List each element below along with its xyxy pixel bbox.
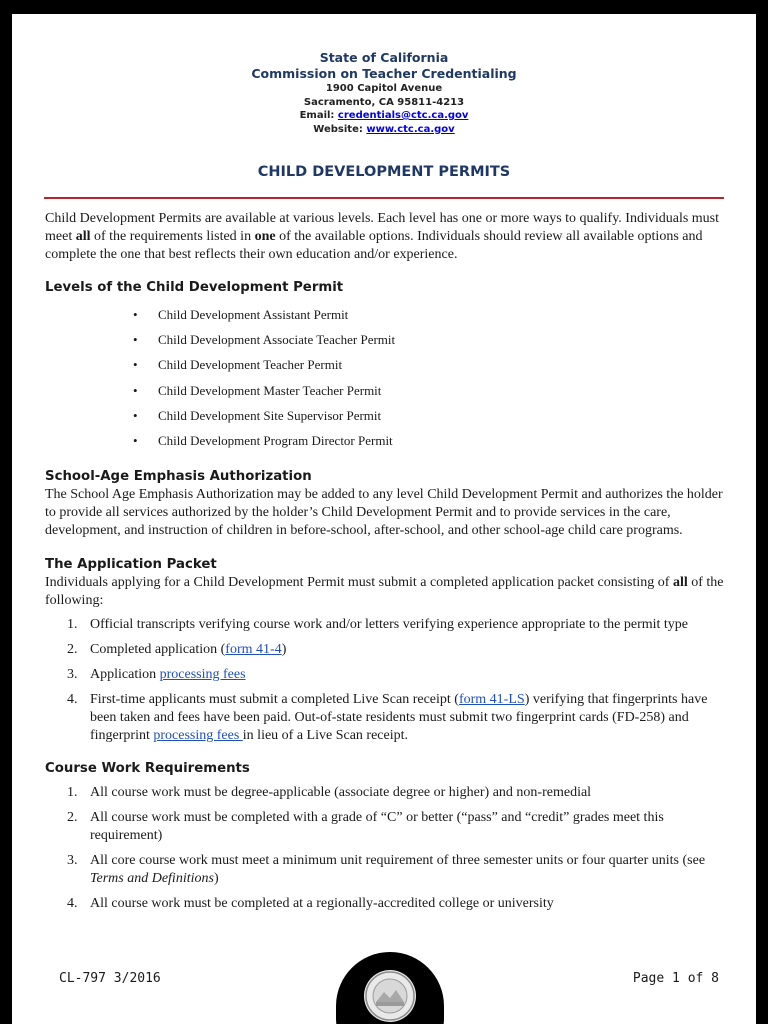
application-intro (45, 574, 725, 610)
list-item (45, 666, 725, 684)
list-item (45, 378, 725, 403)
level-label: Child Development Master Teacher Permit (158, 382, 382, 398)
email-label: Email: (299, 110, 338, 121)
bullet-icon: • (133, 357, 138, 373)
school-age-heading: School-Age Emphasis Authorization (45, 469, 312, 485)
item-number: 3. (67, 853, 78, 869)
title-divider (44, 197, 724, 199)
course-work-heading: Course Work Requirements (45, 761, 250, 777)
level-label: Child Development Site Supervisor Permit (158, 407, 382, 423)
list-item (45, 352, 725, 377)
course-work-list (45, 784, 725, 913)
item-text: ) (213, 871, 219, 887)
list-item (45, 302, 725, 327)
list-item (45, 895, 725, 913)
application-heading: The Application Packet (45, 557, 217, 573)
intro-text-1: Child Development Permits are available at various levels. Each level has one or more ways to qualify. Individuals must meet (45, 211, 720, 244)
website-label: Website: (313, 123, 367, 135)
item-text: First-time applicants must submit a completed Live Scan receipt ( (90, 692, 459, 708)
item-number: 3. (67, 667, 78, 683)
item-number: 1. (67, 617, 78, 633)
email-link[interactable]: credentials@ctc.ca.gov (337, 110, 469, 121)
list-item (45, 428, 725, 453)
intro-paragraph (45, 210, 725, 264)
email-line (12, 109, 756, 123)
item-number: 2. (67, 810, 78, 826)
item-text: in lieu of a Live Scan receipt. (242, 728, 409, 744)
page-number: Page 1 of 8 (632, 971, 719, 986)
city-address: Sacramento, CA 95811-4213 (303, 96, 465, 108)
item-text: All core course work must meet a minimum unit requirement of three semester units or four quarter units (see (90, 853, 706, 869)
item-text: Application (90, 667, 160, 683)
item-text: All course work must be completed with a grade of “C” or better (“pass” and “credit” grades meet this requirement) (90, 810, 664, 844)
website-line (12, 123, 756, 137)
seal-tab (336, 952, 444, 1024)
street-address: 1900 Capitol Avenue (325, 83, 443, 94)
intro-bold-all: all (75, 229, 91, 244)
list-item (45, 616, 725, 634)
item-text: ) verifying that fingerprints have been taken and fees have been paid. Out-of-state residents must submit two fingerprint cards (FD-258) and fingerprint (90, 692, 708, 744)
application-intro-bold: all (672, 575, 688, 591)
level-label: Child Development Teacher Permit (158, 357, 343, 373)
levels-heading: Levels of the Child Development Permit (45, 280, 344, 295)
bullet-icon: • (133, 307, 138, 322)
list-item (45, 784, 725, 802)
fingerprint-fees-link[interactable]: processing fees (153, 728, 243, 744)
item-text: All course work must be degree-applicable (associate degree or higher) and non-remedial (90, 785, 592, 801)
commission-name: Commission on Teacher Credentialing (251, 66, 517, 81)
item-text: All course work must be completed at a regionally-accredited college or university (90, 896, 554, 912)
item-number: 2. (67, 642, 78, 658)
intro-text-3: of the available options. Individuals should review all available options and complete the one that best reflects their own education and/or experience. (45, 229, 703, 262)
item-text: Completed application ( (90, 642, 226, 658)
intro-bold-one: one (254, 229, 276, 244)
bullet-icon: • (133, 433, 138, 449)
bullet-icon: • (133, 407, 138, 423)
form-code: CL-797 3/2016 (59, 971, 161, 986)
intro-text-2: of the requirements listed in (90, 229, 255, 244)
list-item (45, 641, 725, 659)
item-emphasis: Terms and Definitions (90, 871, 214, 887)
letterhead (12, 50, 756, 136)
bullet-icon: • (133, 332, 138, 348)
item-number: 4. (67, 692, 78, 708)
list-item (45, 852, 725, 888)
item-number: 1. (67, 785, 78, 801)
list-item (45, 809, 725, 845)
level-label: Child Development Assistant Permit (158, 307, 349, 322)
item-text: ) (281, 642, 287, 658)
school-age-paragraph: The School Age Emphasis Authorization may be added to any level Child Development Permit and authorizes the holder to provide all services authorized by the holder’s Child Development Permit and to provide services in the care, development, and instruction of children in before-school, after-school, and other school-age child care programs. (45, 487, 723, 539)
page-title: CHILD DEVELOPMENT PERMITS (257, 164, 511, 180)
document-page (12, 14, 756, 1024)
list-item (45, 403, 725, 428)
list-item (45, 691, 725, 745)
processing-fees-link[interactable]: processing fees (159, 667, 246, 683)
website-link[interactable]: www.ctc.ca.gov (366, 123, 455, 135)
levels-list (45, 302, 725, 453)
application-list (45, 616, 725, 745)
state-name: State of California (319, 50, 449, 65)
form-41-4-link[interactable]: form 41-4 (225, 642, 282, 658)
list-item (45, 327, 725, 352)
level-label: Child Development Program Director Permit (158, 433, 393, 449)
bullet-icon: • (133, 382, 138, 398)
form-41-ls-link[interactable]: form 41-LS (458, 692, 525, 708)
main-content (45, 210, 725, 920)
application-intro-text-2: of the following: (45, 575, 724, 609)
state-seal-icon (364, 970, 416, 1022)
item-number: 4. (67, 896, 78, 912)
level-label: Child Development Associate Teacher Permit (158, 332, 396, 348)
item-text: Official transcripts verifying course work and/or letters verifying experience appropriate to the permit type (90, 617, 689, 633)
application-intro-text-1: Individuals applying for a Child Development Permit must submit a completed application packet consisting of (45, 575, 673, 591)
